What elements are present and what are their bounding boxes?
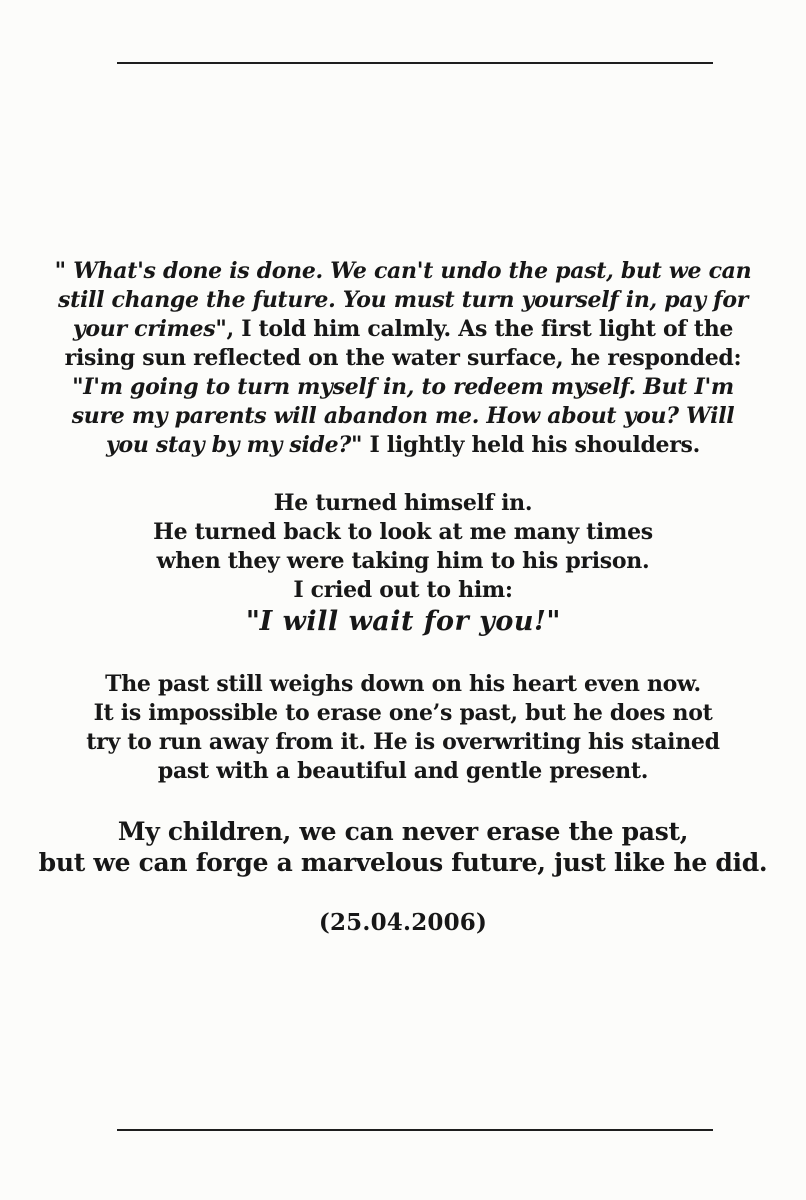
text-segment: " bbox=[546, 606, 561, 637]
text-line bbox=[0, 518, 806, 547]
text-segment: I cried out to him: bbox=[293, 577, 513, 603]
text-line bbox=[0, 816, 806, 847]
text-line bbox=[0, 286, 806, 315]
text-segment: but we can forge a marvelous future, just like he did. bbox=[38, 848, 768, 877]
text-segment: still change the future. You must turn yourself in, pay for bbox=[58, 287, 748, 313]
text-segment: " bbox=[245, 606, 260, 637]
text-line bbox=[0, 257, 806, 286]
bottom-horizontal-rule bbox=[117, 1129, 713, 1131]
text-segment: I will wait for you! bbox=[259, 606, 547, 637]
text-line bbox=[0, 489, 806, 518]
text-segment: ", I told him calmly. As the first light of the bbox=[215, 316, 734, 342]
text-line bbox=[0, 373, 806, 402]
text-segment: He turned himself in. bbox=[273, 490, 533, 516]
text-segment: " bbox=[72, 374, 84, 400]
paragraph-turned-himself-in bbox=[0, 489, 806, 639]
text-segment: past with a beautiful and gentle present. bbox=[157, 758, 649, 784]
text-segment: try to run away from it. He is overwriting his stained bbox=[86, 729, 720, 755]
text-line bbox=[0, 547, 806, 576]
text-segment: when they were taking him to his prison. bbox=[156, 548, 650, 574]
text-segment: sure my parents will abandon me. How about you? Will bbox=[71, 403, 735, 429]
text-segment: " bbox=[54, 258, 74, 284]
text-line bbox=[0, 757, 806, 786]
text-segment: rising sun reflected on the water surface, he responded: bbox=[64, 345, 742, 371]
paragraph-my-children bbox=[0, 816, 806, 878]
text-line bbox=[0, 670, 806, 699]
text-segment: What's done is done. We can't undo the past, but we can bbox=[73, 258, 752, 284]
text-line bbox=[0, 431, 806, 460]
text-line bbox=[0, 576, 806, 605]
date-stamp: (25.04.2006) bbox=[318, 909, 488, 936]
text-line bbox=[0, 728, 806, 757]
text-line bbox=[0, 344, 806, 373]
text-segment: I'm going to turn myself in, to redeem myself. But I'm bbox=[83, 374, 734, 400]
text-segment: It is impossible to erase one’s past, but he does not bbox=[93, 700, 713, 726]
text-line bbox=[0, 847, 806, 878]
paragraph-past-weighs bbox=[0, 670, 806, 786]
text-segment: My children, we can never erase the past, bbox=[117, 817, 689, 846]
text-segment: " I lightly held his shoulders. bbox=[350, 432, 700, 458]
text-segment: The past still weighs down on his heart even now. bbox=[105, 671, 701, 697]
text-line bbox=[0, 699, 806, 728]
text-segment: He turned back to look at me many times bbox=[153, 519, 653, 545]
text-line bbox=[0, 605, 806, 639]
text-segment: your crimes bbox=[72, 316, 216, 342]
text-line bbox=[0, 402, 806, 431]
text-line bbox=[0, 315, 806, 344]
text-segment: you stay by my side? bbox=[106, 432, 351, 458]
paragraph-quote-dialogue bbox=[0, 257, 806, 460]
